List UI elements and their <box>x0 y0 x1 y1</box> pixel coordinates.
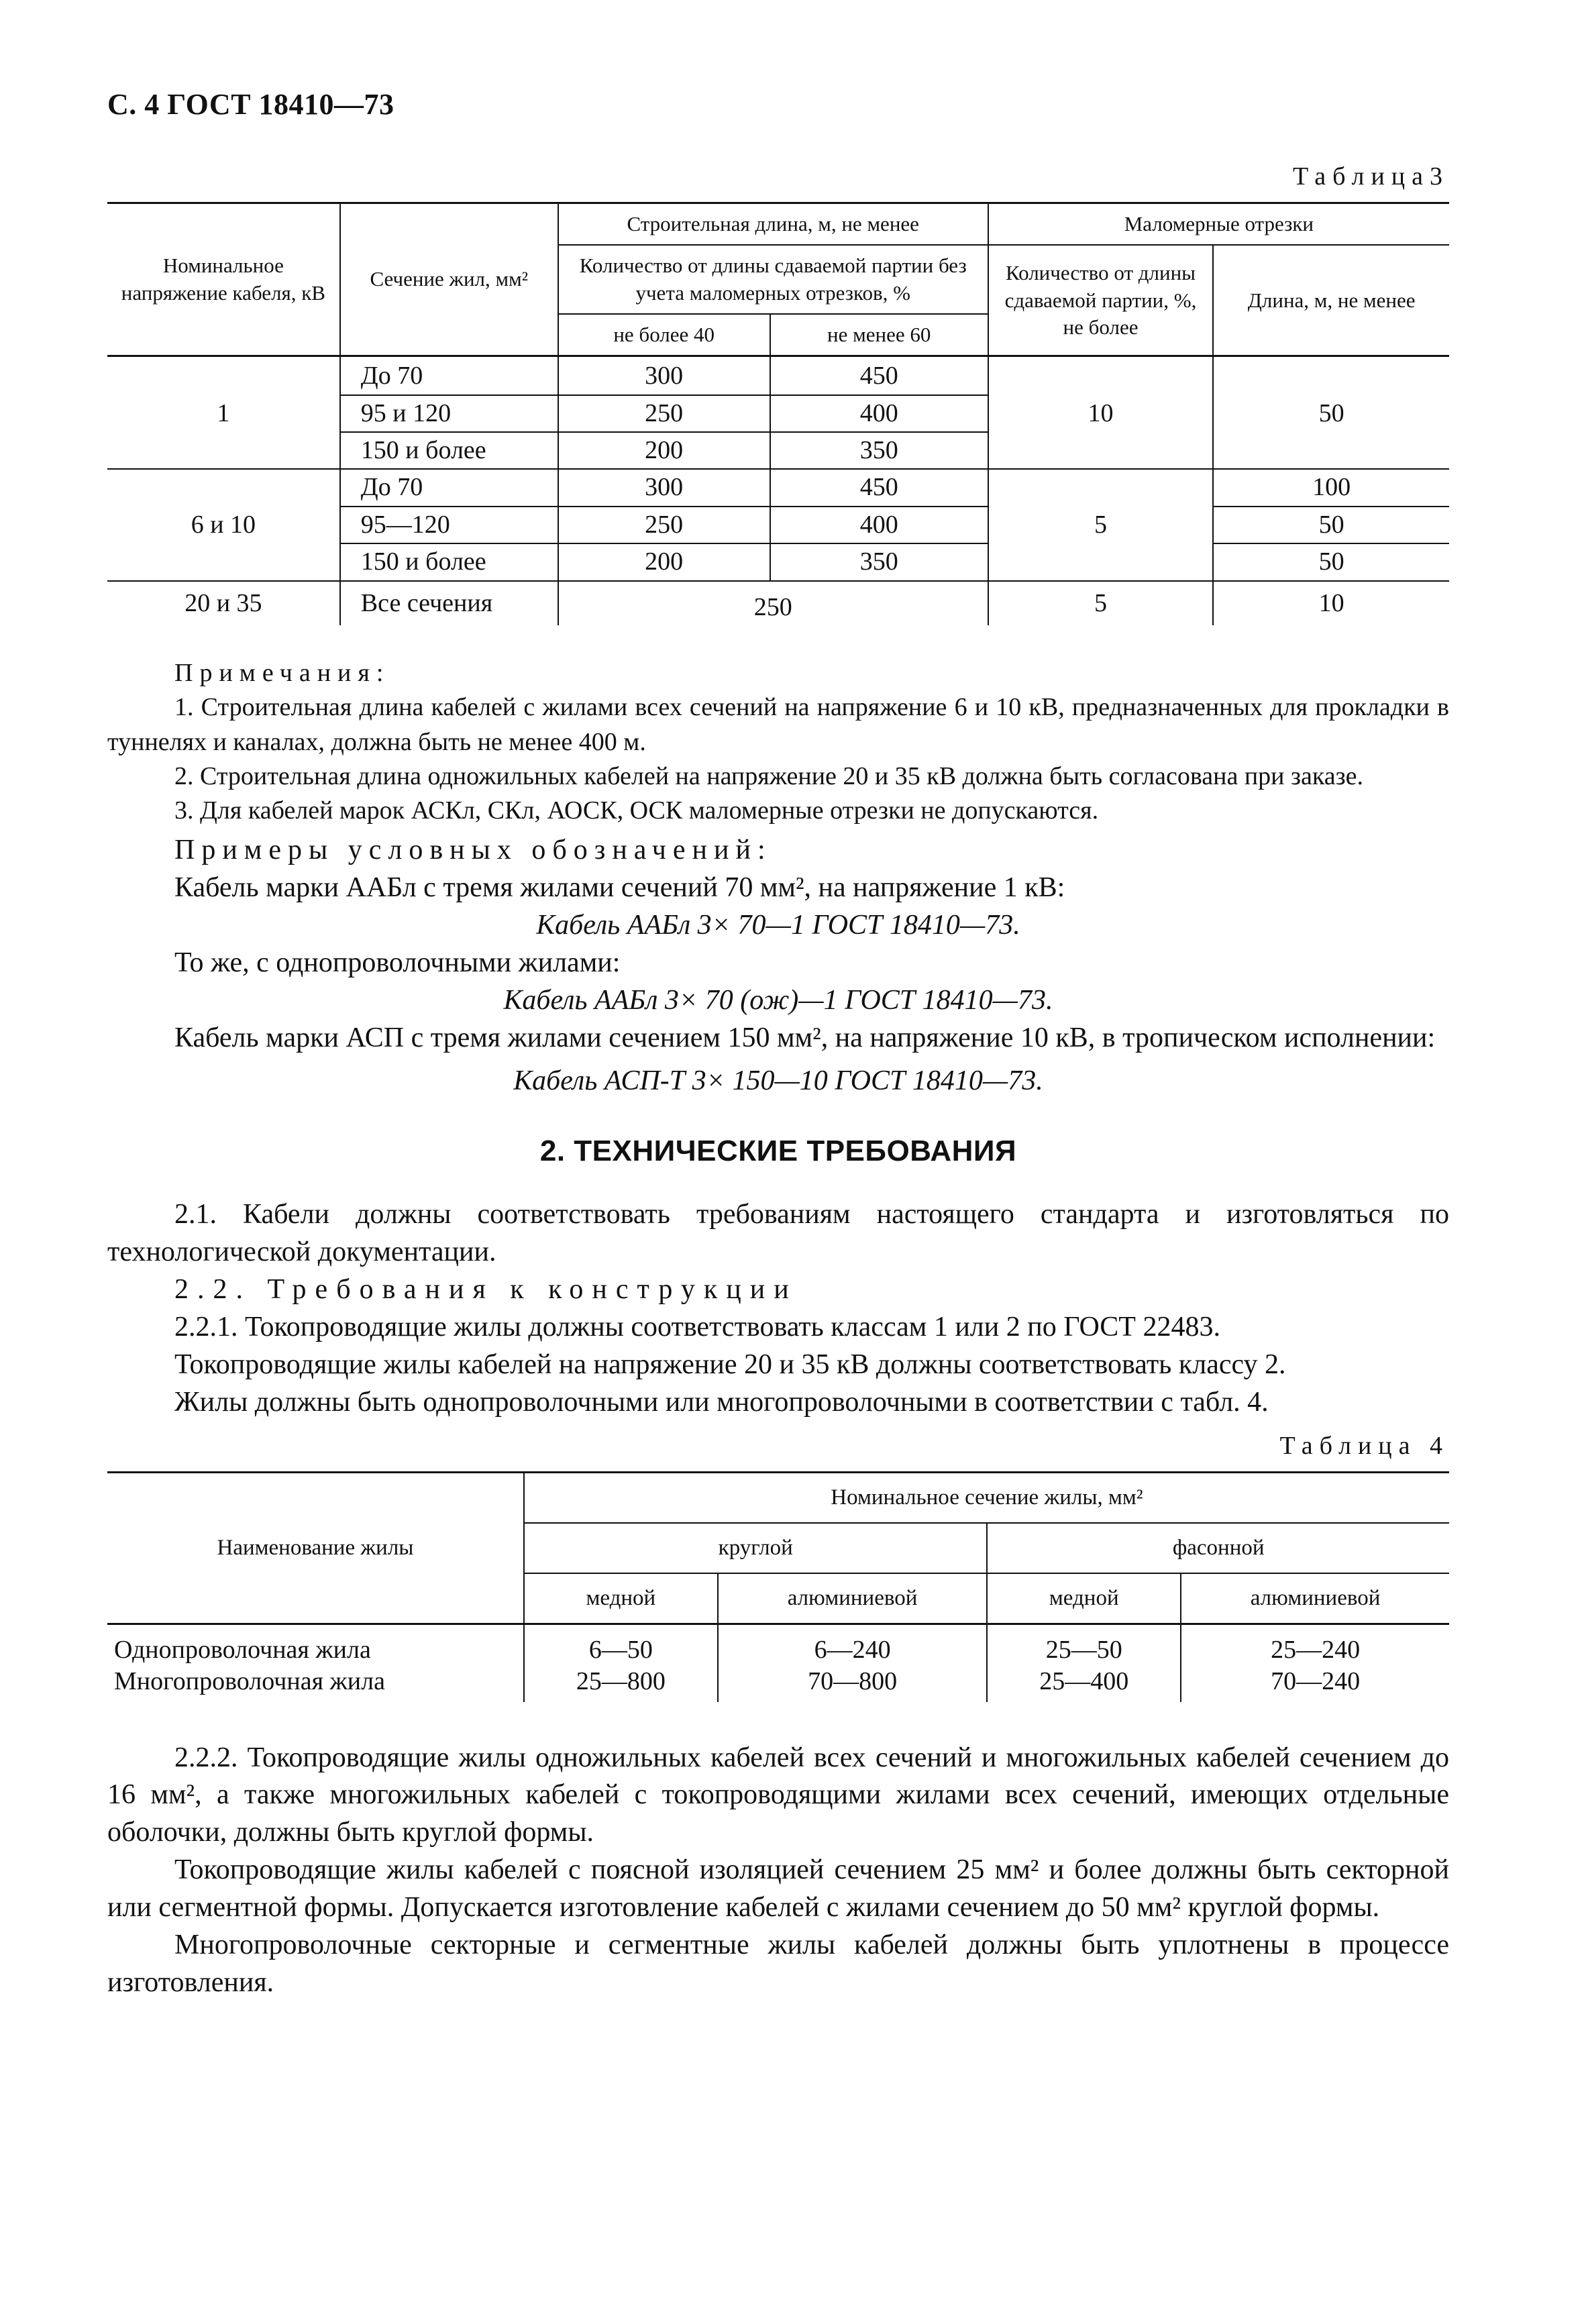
cell-short-length: 100 <box>1213 469 1449 506</box>
paragraph: Жилы должны быть однопроволочными или многопроволочными в соответствии с табл. 4. <box>174 1386 1269 1418</box>
cell-voltage: 1 <box>107 356 340 470</box>
cell-value: 450 <box>770 469 988 506</box>
header-short-qty: Количество от длины сдаваемой партии, %, не более <box>988 245 1214 356</box>
table-row <box>107 581 1449 625</box>
row-name: Однопроволочная жила <box>114 1635 371 1664</box>
range-value: 6—240 <box>814 1635 891 1664</box>
section-2-continued <box>107 1740 1449 2002</box>
cell-section: 95 и 120 <box>340 395 558 432</box>
header-shaped: фасонной <box>987 1523 1449 1573</box>
page-header: С. 4 ГОСТ 18410—73 <box>107 88 394 121</box>
section-heading: 2. ТЕХНИЧЕСКИЕ ТРЕБОВАНИЯ <box>539 1134 1017 1168</box>
examples <box>107 832 1449 1100</box>
table-row <box>107 356 1449 395</box>
cell-value: 350 <box>770 432 988 469</box>
header-short-length: Длина, м, не менее <box>1213 245 1449 356</box>
cell-value: 400 <box>770 395 988 432</box>
paragraph: Токопроводящие жилы кабелей на напряжение 20 и 35 кВ должны соответствовать классу 2. <box>174 1349 1286 1380</box>
cell-value: 400 <box>770 507 988 543</box>
header-not-less-60: не менее 60 <box>770 314 988 356</box>
cell-value: 200 <box>558 432 770 469</box>
header-copper: медной <box>524 1573 718 1624</box>
section-2 <box>107 1196 1449 1421</box>
example-designation: Кабель АСП-Т 3× 150—10 ГОСТ 18410—73. <box>513 1065 1043 1096</box>
cell-name <box>107 1624 524 1702</box>
header-nominal: Номинальное сечение жилы, мм² <box>524 1472 1449 1523</box>
example-designation: Кабель ААБл 3× 70 (ож)—1 ГОСТ 18410—73. <box>503 984 1053 1016</box>
cell-short-length: 10 <box>1213 581 1449 625</box>
range-value: 25—800 <box>576 1667 666 1696</box>
paragraph: Токопроводящие жилы кабелей с поясной изоляцией сечением 25 мм² и более должны быть секторной или сегментной формы. Допускается изготовление кабелей с жилами сечением до 50 мм² круглой формы. <box>107 1854 1449 1923</box>
cell-value: 200 <box>558 543 770 580</box>
header-voltage: Номинальное напряжение кабеля, кВ <box>107 203 340 356</box>
range-value: 25—240 <box>1271 1635 1361 1664</box>
paragraph: Многопроволочные секторные и сегментные жилы кабелей должны быть уплотнены в процессе изготовления. <box>107 1929 1449 1998</box>
paragraph: 2.2.1. Токопроводящие жилы должны соответствовать классам 1 или 2 по ГОСТ 22483. <box>174 1312 1220 1342</box>
notes <box>107 656 1449 828</box>
examples-title: Примеры условных обозначений: <box>174 835 772 866</box>
range-value: 70—240 <box>1271 1667 1361 1696</box>
subsection-title: 2.2. Требования к конструкции <box>174 1274 798 1306</box>
cell-value: 300 <box>558 469 770 506</box>
example-line: То же, с однопроволочными жилами: <box>174 947 621 978</box>
header-short-pieces: Маломерные отрезки <box>988 203 1449 246</box>
cell-short-qty: 5 <box>988 469 1214 580</box>
range-value: 6—50 <box>588 1635 653 1664</box>
cell-section: 95—120 <box>340 507 558 543</box>
header-round: круглой <box>524 1523 987 1573</box>
cell-value: 250 <box>558 507 770 543</box>
cell-section: 150 и более <box>340 543 558 580</box>
header-aluminum: алюминиевой <box>718 1573 988 1624</box>
notes-title: Примечания: <box>174 658 390 687</box>
cell-short-length: 50 <box>1213 543 1449 580</box>
cell-section: До 70 <box>340 356 558 395</box>
cell-value: 450 <box>770 356 988 395</box>
header-section: Сечение жил, мм² <box>340 203 558 356</box>
cell-short-length: 50 <box>1213 507 1449 543</box>
range-value: 70—800 <box>808 1667 898 1696</box>
note-item: 2. Строительная длина одножильных кабелей на напряжение 20 и 35 кВ должна быть согласована при заказе. <box>174 761 1364 790</box>
cell-range <box>1181 1624 1449 1702</box>
note-item: 1. Строительная длина кабелей с жилами всех сечений на напряжение 6 и 10 кВ, предназначенных для прокладки в туннелях и каналах, должна быть не менее 400 м. <box>107 693 1449 756</box>
table4 <box>107 1471 1449 1702</box>
cell-short-length: 50 <box>1213 356 1449 470</box>
cell-value: 250 <box>558 395 770 432</box>
cell-range <box>987 1624 1181 1702</box>
header-copper: медной <box>987 1573 1181 1624</box>
paragraph: 2.2.2. Токопроводящие жилы одножильных кабелей всех сечений и многожильных кабелей сечением до 16 мм², а также многожильных кабелей с токопроводящими жилами всех сечений, имеющих отдельные оболочки, должны быть круглой формы. <box>107 1742 1449 1848</box>
row-name: Многопроволочная жила <box>114 1667 385 1696</box>
paragraph: 2.1. Кабели должны соответствовать требованиям настоящего стандарта и изготовляться по технологической документации. <box>107 1199 1449 1268</box>
table3 <box>107 202 1449 625</box>
cell-value: 350 <box>770 543 988 580</box>
cell-section: 150 и более <box>340 432 558 469</box>
table-row <box>107 1624 1449 1702</box>
table-row <box>107 469 1449 506</box>
cell-value: 250 <box>558 581 988 625</box>
document-page <box>107 87 1449 2002</box>
cell-range <box>524 1624 718 1702</box>
header-not-more-40: не более 40 <box>558 314 770 356</box>
cell-short-qty: 5 <box>988 581 1214 625</box>
range-value: 25—400 <box>1039 1667 1129 1696</box>
header-qty-from-batch: Количество от длины сдаваемой партии без учета маломерных отрезков, % <box>558 245 988 314</box>
example-designation: Кабель ААБл 3× 70—1 ГОСТ 18410—73. <box>536 910 1020 941</box>
example-line: Кабель марки ААБл с тремя жилами сечений 70 мм², на напряжение 1 кВ: <box>174 872 1065 904</box>
table4-caption: Таблица 4 <box>1279 1431 1449 1460</box>
range-value: 25—50 <box>1045 1635 1122 1664</box>
cell-voltage: 6 и 10 <box>107 469 340 580</box>
cell-value: 300 <box>558 356 770 395</box>
example-line: Кабель марки АСП с тремя жилами сечением 150 мм², на напряжение 10 кВ, в тропическом исполнении: <box>174 1022 1436 1053</box>
cell-voltage: 20 и 35 <box>107 581 340 625</box>
header-aluminum: алюминиевой <box>1181 1573 1449 1624</box>
table3-caption: Таблица3 <box>1292 162 1449 191</box>
cell-section: До 70 <box>340 469 558 506</box>
cell-short-qty: 10 <box>988 356 1214 470</box>
cell-range <box>718 1624 988 1702</box>
header-build-length: Строительная длина, м, не менее <box>558 203 988 246</box>
header-name: Наименование жилы <box>107 1472 524 1624</box>
note-item: 3. Для кабелей марок АСКл, СКл, АОСК, ОСК маломерные отрезки не допускаются. <box>174 796 1099 825</box>
cell-section: Все сечения <box>340 581 558 625</box>
